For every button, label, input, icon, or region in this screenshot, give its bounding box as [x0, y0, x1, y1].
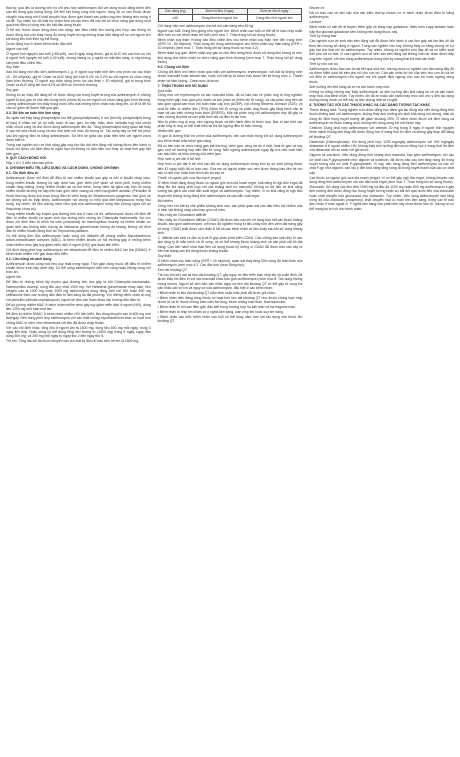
paragraph: Cetirizin: Dùng phối hợp azithromycin với cetirizin 20 mg trong 5 ngày ở người tình nguyện khỏe mạnh không làm thay đổi dược động học ở trạng thái ổn định và không gây thay đổi đáng kể khoảng QT. — [309, 126, 455, 139]
paragraph: Vì gan là đường thải trừ chính của azithromycin, nên cần thận trọng khi sử dụng azithromycin cho bệnh nhân mắc bệnh gan nặng. — [157, 134, 303, 143]
paragraph: Thuốc kháng acid: Trong nghiên cứu dược động học đánh giá tác động của việc dùng đồng thời thuốc kháng acid với azithromycin, không thấy ảnh hưởng lên sinh khả dụng nói chung, mặc dù nồng độ đỉnh trong huyết tương đã giảm khoảng 25%. Ở bệnh nhân được chỉ định dùng cả azithromycin và thuốc kháng acid, không nên dùng cùng lúc hai thuốc này. — [309, 108, 455, 126]
paragraph: • Bệnh nhân cao tuổi: bệnh nhân cao tuổi có thể nhạy cảm hơn với tác dụng của thuốc lên khoảng QT. — [157, 315, 303, 324]
paragraph: Đã có báo cáo về đợt cấp của các triệu chứng nhược cơ ở bệnh nhân được điều trị bằng azithromycin. — [309, 10, 455, 20]
paragraph: Có thể dùng đơn độc azithromycin hoặc cùng với rifabutin để phòng nhiễm Mycobacterium avium-intracellulare complex (MAC), là bệnh nhiễm khuẩn cơ hội thường gặp ở những bệnh nhân nhiễm virus gây suy giảm miễn dịch ở người (HIV) giai đoạn tiến triển. — [6, 233, 151, 247]
paragraph: Ở bệnh nhân suy thận nặng (GFR < 10 ml/phút), quan sát thấy tăng 33% nồng độ toàn thân của azithromycin (xem mục 4.2. Các đặc tính dược động học). — [157, 258, 303, 268]
paragraph: Sự quan sát thấy tăng phospholipid lưu thể (phospholipidosis) ở mô (tích lũy phospholipid trong tế bào) ở nhiều mô (ví dụ mắt, hạch rễ sau, gan, túi mật, thận, lách, và/hoặc tụy) của chuột nhắt, chuột cống và chó được dùng azithromycin liều đa. Tăng phospholipid cũng quan sát thấy ở các mô của chuột cống và chó mới sinh với mức độ tương tự. Tác dụng này có thể hồi phục sau khi ngừng điều trị bằng azithromycin. Sự liên hệ giữa các phát hiện trên với người chưa được biết rõ. — [6, 116, 151, 142]
paragraph: Azithromycin được chỉ định để điều trị các nhiễm khuẩn sau gây ra bởi vi khuẩn nhạy cảm, trong nhiễm khuẩn đường hô hấp dưới bao gồm viêm phế quản và viêm phổi, trong nhiễm khuẩn răng miệng, trong nhiễm khuẩn da và mô mềm, trong viêm tai giữa cấp tính và trong nhiễm khuẩn đường hô hấp trên bao gồm viêm xoang và viêm họng/viêm amidan. (Penicillin là thuốc thường được lựa chọn trong điều trị viêm họng do Streptococcus pyogenes, bao gồm cả dự phòng sốt do thấp khớp. Azithromycin nói chung có hiệu quả diệt streptococci trong hầu họng, tuy nhiên, dữ liệu chứng minh hiệu quả của azithromycin trong việc phòng ngừa sốt do thấp khớp chưa có). — [6, 176, 151, 211]
paragraph: • Bệnh nhân bị nhịp tim chậm có ý nghĩa lâm sàng, loạn nhịp tim hoặc suy tim nặng. — [157, 310, 284, 315]
subsection-heading: Bội nhiễm — [157, 198, 173, 203]
paragraph: C. difficile sản sinh ra độc tố A và B góp phần phát triển CDAD. Các chủng sản sinh độc tố cao làm tăng tỷ lệ mắc bệnh và tử vong, và có thể kháng thuốc kháng sinh và cần phải cắt bỏ đại tràng. Cần tiến hành khai thác tiền sử dùng thuốc kỹ lưỡng vì CDAD đã được báo cáo xảy ra trên hai tháng sau khi dùng thuốc kháng khuẩn. — [157, 235, 303, 253]
table-header-cell: Cân nặng (kg) — [158, 8, 192, 15]
paragraph: Các nghiên cứu về sinh sản trên động vật đã được tiến hành ở các liều gấp vài lần liều tối đa theo liều lượng sử dụng ở người. Trong các nghiên cứu này, không thấy có bằng chứng về sự gây hại cho thai nhi do azithromycin. Tuy nhiên, không có nghiên cứu đầy đủ và có kiểm soát trên phụ nữ có thai. Vì các nghiên cứu về sinh sản trên động vật không luôn dự đoán được đáp ứng trên người, chỉ nên dùng azithromycin trong thời kỳ mang thai khi thật cần thiết. — [309, 39, 455, 61]
subsection-heading: Ảnh hưởng lên khả năng lái xe và vận hành máy móc — [309, 84, 390, 89]
paragraph: • Bệnh nhân bị kéo dài khoảng QT bẩm sinh hoặc mắc phải đã được ghi nhận. — [157, 290, 276, 295]
paragraph: Cũng như với erythromycin và các macrolid khác, đã có báo cáo về phản ứng dị ứng nghiêm trọng hiếm gặp, bao gồm phù mạch và sốc phản vệ (hiếm khi tử vong), và các phản ứng trên da bao gồm ngoại ban mụn mủ toàn thân cấp tính (AGEP), hội chứng Stevens Johnson (SJS), và hoại tử biểu bì nhiễm độc (TEN) (hiếm khi tử vong) và phản ứng thuốc gây tăng bạch cầu ái toan và các triệu chứng toàn thân (DRESS). Một vài phản ứng với azithromycin này đã gây ra triệu chứng tái phát và cần phải theo dõi và điều trị lâu hơn. — [157, 93, 303, 120]
paragraph: Ở người tình nguyện cao tuổi (>65 tuổi), sau 5 ngày dùng thuốc, giá trị AUC hơi cao hơn so với ở người tình nguyện trẻ tuổi (<40 tuổi), nhưng không có ý nghĩa về mặt lâm sàng, vì vậy không cần phải điều chỉnh liều. — [6, 51, 151, 65]
paragraph: Trong nhiễm khuẩn lây truyền qua đường tình dục ở nam và nữ, azithromycin được chỉ định để điều trị nhiễm khuẩn cơ quan sinh dục không biến chứng do Chlamydia trachomatis. Nó còn được chỉ định điều trị bệnh hạ cam (chancroid) do Haemophilus ducreyi và nhiễm khuẩn cơ quan sinh dục không biến chứng do Neisseria gonorrhoeae không đa kháng; không chỉ định điều trị nhiễm khuẩn đồng thời do Treponema pallidum. — [6, 211, 151, 233]
subsection-heading: Quá mẫn — [157, 88, 172, 93]
paragraph: Bệnh nhân có vấn đề di truyền hiếm gặp về dung nạp galactose, thiếu men Lapp lactase hoặc hấp thu glucose-galactose kém không nên dùng thuốc này. — [309, 25, 455, 34]
subsection-heading: Kéo dài khoảng QT — [157, 268, 187, 273]
section-heading: 5. QUY CÁCH ĐÓNG GÓI — [6, 156, 47, 161]
subsection-heading: Lactose — [309, 20, 322, 25]
table-header-cell: Bơm từ liều 5 ngày — [247, 8, 302, 15]
paragraph: Đã có báo cáo về chức năng gan bất thường, viêm gan, vàng da do ứ mật, hoại tử gan và suy gan, một số trường hợp dẫn đến tử vong. Nên ngừng azithromycin ngay lập tức nếu xuất hiện các dấu hiệu và triệu chứng của viêm gan. — [157, 143, 303, 157]
paragraph: Tái cực tim kéo dài và kéo dài khoảng QT, gây nguy cơ tiến triển loạn nhịp tim và xoắn đỉnh, đã được thấy khi điều trị với các macrolid khác bao gồm azithromycin (xem mục 8. Tác dụng không mong muốn). Người kê đơn nên cân nhắc nguy cơ kéo dài khoảng QT có thể gây tử vong khi cân nhắc các lợi ích và nguy cơ của azithromycin, đặc biệt ở các bệnh nhân: — [157, 272, 303, 290]
paragraph: Tiêu chảy do Clostridium difficile (CDAD) đã được báo cáo khi sử dụng hầu hết các thuốc kháng khuẩn, bao gồm azithromycin, với mức độ nghiêm trọng từ tiêu chảy nhẹ đến viêm đại tràng gây tử vong. CDAD phải được cân nhắc ở tất cả các bệnh nhân có tiêu chảy sau khi sử dụng kháng sinh. — [157, 217, 303, 235]
paragraph: Digoxin và colchicin: Việc dùng đồng thời kháng sinh macrolid, bao gồm azithromycin, với các cơ chất của P-glycoprotein như digoxin và colchicin, đã được báo cáo làm tăng nồng độ trong huyết tương của cơ chất P-glycoprotein. Vì vậy, nếu dùng đồng thời azithromycin và các cơ chất P-gp như digoxin, cần lưu ý đến khả năng tăng nồng độ trong huyết thanh của các cơ chất này. — [309, 153, 455, 175]
subsection-heading: Tiêu chảy do Clostridium difficile — [157, 212, 207, 217]
subsection-heading: Thời kỳ cho con bú — [309, 61, 338, 66]
paragraph: Để điều trị những bệnh lây truyền qua đường tình dục gây ra bởi Chlamydia trachomatis, Haemophilus ducreyi, uống liều duy nhất 1000 mg. Với Neisseria gonorrhoeae nhạy cảm, liều khuyến cáo là 1000 mg hoặc 2000 mg azithromycin dùng đồng thời với 250 hoặc 500 mg ceftriaxone theo các hướng dẫn điều trị lâm sàng tại địa phương. Với những bệnh nhân dị ứng với penicillin và/hoặc cephalosporin, người kê đơn cần tham khảo các hướng dẫn điều trị. — [6, 280, 151, 302]
subsection-heading: Thuốc có nguồn gốc cựa lõa mạch (ergot) — [157, 175, 221, 180]
paragraph: Các thuốc có nguồn gốc cựa lõa mạch (ergot): Vì có thể gây ngộ độc ergot, không khuyến cáo dùng đồng thời azithromycin với các dẫn xuất ergot (xem mục 7. Thận trọng khi sử dụng thuốc). — [309, 175, 455, 184]
table-cell: Dùng liều như người lớn — [247, 15, 302, 22]
section-heading: 8. TƯƠNG TÁC VỚI CÁC THUỐC KHÁC VÀ CÁC DẠNG TƯƠNG TÁC KHÁC — [309, 103, 431, 108]
section-heading: 6.1. Chỉ định điều trị — [6, 171, 39, 176]
paragraph: Với các chỉ định khác, tổng liều ở người lớn là 1500 mg, dùng liều 500 mg mỗi ngày, trong 3 ngày liên tiếp. Hoặc cũng có thể dùng tổng liều tương tự (1500 mg) trong 5 ngày, ngày đầu dùng 500 mg, và 250 mg mỗi ngày từ ngày thứ 2 đến ngày thứ 5. — [6, 325, 151, 339]
subsection-heading: Thời kỳ mang thai — [309, 34, 337, 39]
subsection-heading: Người lớn — [6, 275, 21, 280]
paragraph: Azithromycin được báo cáo là bài tiết qua sữa mẹ, nhưng chưa có nghiên cứu lâm sàng đầy đủ và được kiểm soát tốt trên phụ nữ cho con bú. Cần cân nhắc lợi ích của việc cho con bú và lợi ích điều trị azithromycin cho người mẹ khi quyết định ngừng cho con bú hoặc ngừng dùng thuốc. — [309, 66, 455, 84]
paragraph: Zidovudin: Sử dụng các liều đơn 1000 mg và liều đa 1200 mg hoặc 600 mg azithromycin ít gây ảnh hưởng đến dược động học trong huyết tương hoặc sự bài tiết qua nước tiểu của zidovudin hoặc chất chuyển hóa glucuronid của zidovudin. Tuy nhiên, việc dùng azithromycin làm tăng nồng độ của zidovudin phosphoryl, chất chuyển hóa có hoạt tính lâm sàng, trong các tế bào đơn nhân ở máu ngoại vi. Ý nghĩa lâm sàng của phát hiện này chưa được làm rõ, nhưng nó có thể mang lại lợi ích cho bệnh nhân. — [309, 184, 455, 211]
paragraph: Hộp 1 vỉ x 3 viên nén bao phim. — [6, 161, 54, 166]
table-header-row — [158, 8, 302, 15]
text-column-left — [6, 6, 151, 753]
paragraph: Dược động học ở nhóm bệnh nhân đặc biệt — [6, 41, 72, 46]
table-cell: ≥45 — [158, 15, 192, 22]
subsection-heading: Suy thận — [6, 65, 20, 70]
paragraph: Để dự phòng nhiễm MAC ở bệnh nhân nhiễm virus gây suy giảm miễn dịch ở người (HIV), dùng liều 1200 mg mỗi tuần một lần. — [6, 302, 151, 311]
paragraph: Nếu bị phản ứng dị ứng, nên ngừng thuốc và tiến hành điều trị thích hợp. Bác sĩ cần biết các phản ứng dị ứng có thể xuất hiện lại khi đã ngừng điều trị triệu chứng. — [157, 120, 303, 129]
subsection-heading: Nhược cơ — [309, 6, 325, 10]
paragraph: Chỉ dùng viên nén azithromycin cho trẻ em cân nặng trên 45 kg. — [157, 23, 254, 28]
subsection-heading: Người cao tuổi — [6, 46, 29, 51]
table-row — [158, 15, 302, 22]
text-column-middle — [158, 6, 303, 753]
paragraph: Trẻ em: Tổng liều tối đa được khuyến cáo cho bất kỳ điều trị nào trên trẻ em là 1500 mg. — [6, 339, 140, 344]
section-heading: 4.3. Dữ liệu an toàn tiền lâm sàng — [6, 111, 60, 116]
subsection-heading: Suy gan — [6, 88, 19, 93]
text-column-right — [309, 6, 454, 753]
paragraph: • Bệnh nhân bị rối loạn điện giải, đặc biệt trong trường hợp hạ kali máu và hạ magnesi máu. — [157, 305, 296, 310]
paragraph: Hẹp môn vị phì đại ở trẻ nhỏ sau khi sử dụng azithromycin trong thời kỳ sơ sinh (dùng thuốc đến 42 ngày tuổi) đã có báo cáo. Cha mẹ và người chăm sóc nên được thông báo liên hệ với bác sĩ nếu nôn hoặc kích thích khi ăn xảy ra. — [157, 162, 303, 175]
table-header-cell: Bơm từ liều 3 ngày — [192, 8, 247, 15]
paragraph: thai kỳ: quá liều là dương tính ho chỉ phù hợp azithromycin đối với dùng thuốc đang bệnh đến sau khi dùng quá lượng dùng. Đã liên kết trong vòng một người, nồng độ có cao thuốc được chuyển hóa cùng với tỉ chất chuyển hóa, được gan thành sau phản ứng như kháng sinh trong ít và để. Tuy nhiên tốc độ thải trừ chậm hơn và cần theo dõi các chỉ số chức năng gan trong suốt quá trình điều trị cũng như khi bắt đầu dùng thuốc. — [6, 6, 151, 28]
section-heading: 6.2. Liều dùng và cách dùng — [6, 256, 52, 261]
paragraph: Chống chỉ định cho bệnh nhân quá mẫn với azithromycin, erythromycin, với bất kỳ kháng sinh nhóm macrolid hoặc ketolid nào, hoặc với bất kỳ tá dược nào được liệt kê trong mục 2. Thành phần và hàm lượng - Danh mục tá dược. — [157, 69, 303, 83]
dosage-table — [158, 8, 303, 23]
subsection-heading: Hẹp môn vị phì đại ở trẻ nhỏ — [157, 157, 201, 162]
paragraph: Chỉ định dùng phối hợp azithromycin với ethambutol để điều trị nhiễm MAC lan tỏa (DMAC) ở bệnh nhân nhiễm HIV giai đoạn tiến triển. — [6, 247, 151, 256]
paragraph: Bệnh nhân suy gan: Bệnh nhân suy gan từ nhẹ đến trung bình được sử dụng liều tương tự như liều dùng cho bệnh nhân có chức năng gan bình thường (xem mục 7. Thận trọng khi sử dụng thuốc). — [157, 51, 303, 65]
paragraph: Sau khi dùng một liều đơn azithromycin 1 g, ở người suy thận nhẹ đến vừa (mức lọc cầu thận 10 - 80 ml/phút), giá trị Cmax và AUC tăng lần lượt 5,1% và 4,2% so với người có chức năng thận bình thường. Ở người suy thận nặng (mức lọc cầu thận < 10 ml/phút), giá trị trung bình Cmax và AUC tăng lần lượt 61% và 35% so với bình thường. — [6, 70, 151, 88]
paragraph: Không có sự thay đổi đáng kể về dược động học trong huyết tương của azithromycin ở những người bị suy gan từ nhẹ đến trung bình (nhóm B) so với người có chức năng gan bình thường. Lượng azithromycin tìm thấy trong nước tiểu của những bệnh nhân này tăng lên, có lẽ là để bù vào sự giảm độ thanh thải qua gan. — [6, 93, 151, 111]
paragraph: Didanosin (Dideoxyinosin): Khi dùng phối hợp 1200 mg/ngày azithromycin với 400 mg/ngày didanosin ở 6 người nhiễm HIV, không thấy ảnh hưởng đến dược động học ở trạng thái ổn định của didanosin khi so sánh với giả dược. — [309, 139, 455, 153]
paragraph: Người cao tuổi: Dùng liều giống như người lớn. Bệnh nhân cao tuổi có thể dễ bị loạn nhịp xoắn đỉnh hơn so với bệnh nhân trẻ tuổi (xem mục 7. Thận trọng khi sử dụng thuốc). — [157, 28, 303, 37]
paragraph: Để điều trị nhiễm DMAC ở bệnh nhân nhiễm HIV tiến triển, liều dùng khuyến cáo là 600 mg một lần/ngày. Nên dùng phối hợp azithromycin với các chất chống mycobacterium khác có hoạt tính chống MAC in vitro, như ethambutol với liều đã được chấp thuận. — [6, 311, 151, 325]
table-cell: Dùng liều như người lớn — [192, 15, 247, 22]
paragraph: Ở trẻ em, thuốc được dùng theo cân nặng, cần điều chỉnh liều lượng phù hợp; các thông số dược động học cho thấy nồng độ trong huyết tương không khác biệt đáng kể so với người lớn khi dùng liều tính theo kg thể trọng. — [6, 28, 151, 41]
paragraph: Azithromycin được uống một liều duy nhất trong ngày. Thời gian dùng thuốc để điều trị nhiễm khuẩn được trình bày dưới đây. Có thể uống azithromycin viên nén cùng hoặc không cùng với thức ăn. — [6, 261, 151, 275]
section-heading: 7. THẬN TRỌNG KHI SỬ DỤNG — [157, 83, 208, 88]
paragraph: • Bệnh nhân hiện đang dùng thuốc có hoạt tính kéo dài khoảng QT như thuốc chống loạn nhịp nhóm IA và III, thuốc chống trầm cảm ba vòng, thuốc chống loạn thần, fluoroquinolon. — [157, 295, 303, 305]
paragraph: Không có bằng chứng cho thấy azithromycin có ảnh hưởng đến khả năng lái xe và vận hành máy móc của bệnh nhân. Tuy nhiên, khi lái xe hoặc vận hành máy móc cần chú ý đến tác dụng không mong muốn có thể xảy ra như chóng mặt và co giật. — [309, 89, 455, 103]
paragraph: Cũng như với bất kỳ chế phẩm kháng sinh nào, cần phải quan sát các dấu hiệu bội nhiễm của vi sinh vật không nhạy cảm bao gồm cả nấm. — [157, 203, 303, 212]
subsection-heading: Suy thận — [157, 253, 172, 258]
paragraph: Trong các nghiên cứu về khả năng gây ung thư lâu dài trên động vật không được tiến hành vì thuốc chỉ được chỉ định điều trị ngắn hạn và không có dấu hiệu cho thấy có hoạt tính gây đột biến gen. — [6, 142, 151, 156]
paragraph: Ở bệnh nhân đang dùng thuốc có nguồn gốc cựa lõa mạch ergot, khả năng bị ngộ độc ergot đã tăng lên khi dùng phối hợp với các kháng sinh họ macrolid. Không có dữ liệu về khả năng tương tác giữa các chất dẫn xuất ergot và azithromycin. Tuy nhiên, vì có khả năng bị ngộ độc ergot nên không dùng đồng thời azithromycin và các dẫn xuất ergot. — [157, 180, 303, 198]
section-heading: 6. CHỈ ĐỊNH ĐIỀU TRỊ, LIỀU DÙNG VÀ CÁCH DÙNG, CHỐNG CHỈ ĐỊNH — [6, 166, 119, 171]
section-heading: 6.3. Chống chỉ định — [157, 65, 189, 70]
paragraph: Bệnh nhân suy thận: Không cần điều chỉnh liều cho bệnh nhân suy thận nhẹ đến trung bình (GFR 10 - 80 ml/phút). Thận trọng khi dùng azithromycin cho bệnh nhân suy thận nặng (GFR < 10 ml/phút) (xem mục 7. Thận trọng khi sử dụng thuốc và mục 4.2). — [157, 37, 303, 51]
subsection-heading: Nhiễm độc gan — [157, 129, 181, 134]
